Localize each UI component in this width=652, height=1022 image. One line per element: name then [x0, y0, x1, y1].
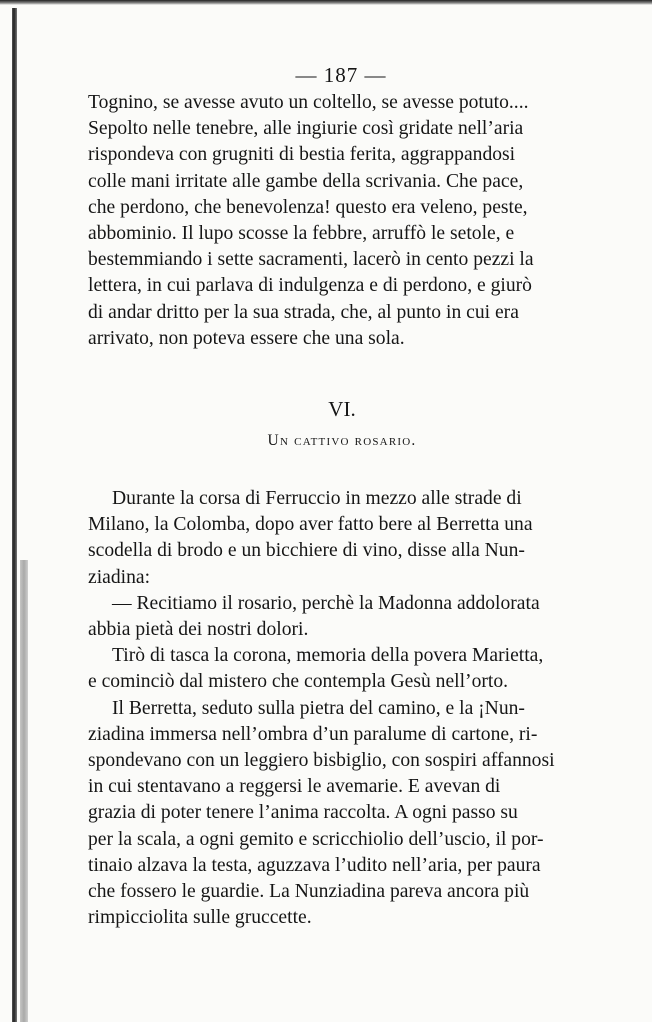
text-line: di andar dritto per la sua strada, che, al punto in cui era [88, 301, 519, 323]
scan-top-edge [0, 0, 652, 5]
text-line: colle mani irritate alle gambe della scrivania. Che pace, [88, 170, 524, 192]
paragraph-2 [88, 591, 596, 643]
text-line: abbominio. Il lupo scosse la febbre, arruffò le setole, e [88, 223, 515, 245]
text-line: scodella di brodo e un bicchiere di vino, disse alla Nun- [88, 540, 525, 562]
text-line: Tognino, se avesse avuto un coltello, se avesse potuto.... [88, 92, 529, 113]
book-binding-edge [12, 8, 17, 1022]
text-line: Milano, la Colomba, dopo aver fatto bere al Berretta una [88, 514, 533, 536]
chapter-number: VI. [328, 397, 356, 422]
text-line: ziadina immersa nell’ombra d’un paralume di cartone, ri- [88, 723, 538, 745]
text-line: rispondeva con grugniti di bestia ferita, aggrappandosi [88, 144, 516, 166]
text-line: Durante la corsa di Ferruccio in mezzo alle strade di [112, 488, 522, 510]
paragraph-1 [88, 486, 596, 591]
text-line: che perdono, che benevolenza! questo era veleno, peste, [88, 196, 528, 218]
text-line: grazia di poter tenere l’anima raccolta. A ogni passo su [88, 802, 518, 824]
text-line: Sepolto nelle tenebre, alle ingiurie così gridate nell’aria [88, 118, 524, 140]
text-line: — Recitiamo il rosario, perchè la Madonna addolorata [112, 592, 540, 614]
text-line: per la scala, a ogni gemito e scricchiolio dell’uscio, il por- [88, 828, 544, 850]
text-line: che fossero le guardie. La Nunziadina pareva ancora più [88, 881, 530, 903]
book-binding-shadow [20, 560, 28, 1022]
paragraph-4 [88, 696, 596, 932]
book-page [88, 60, 596, 931]
chapter-title: Un cattivo rosario. [267, 432, 417, 450]
text-line: rimpicciolita sulle gruccette. [88, 907, 312, 929]
text-line: lettera, in cui parlava di indulgenza e di perdono, e giurò [88, 275, 532, 297]
page-number: — 187 — [295, 63, 387, 87]
text-line: e cominciò dal mistero che contempla Gesù nell’orto. [88, 671, 509, 693]
paragraph-3 [88, 643, 596, 695]
text-line: tinaio alzava la testa, aguzzava l’udito nell’aria, per paura [88, 854, 541, 876]
continuation-paragraph [88, 90, 596, 352]
text-line: spondevano con un leggiero bisbiglio, con sospiri affannosi [88, 750, 555, 772]
text-line: ziadina: [88, 566, 151, 588]
text-line: in cui stentavano a reggersi le avemarie. E avevan di [88, 776, 501, 798]
text-line: Il Berretta, seduto sulla pietra del camino, e la ¡Nun- [112, 697, 525, 719]
text-line: abbia pietà dei nostri dolori. [88, 619, 309, 641]
text-line: bestemmiando i sette sacramenti, lacerò in cento pezzi la [88, 249, 534, 271]
text-line: Tirò di tasca la corona, memoria della povera Marietta, [112, 645, 544, 667]
text-line: arrivato, non poteva essere che una sola. [88, 327, 405, 349]
